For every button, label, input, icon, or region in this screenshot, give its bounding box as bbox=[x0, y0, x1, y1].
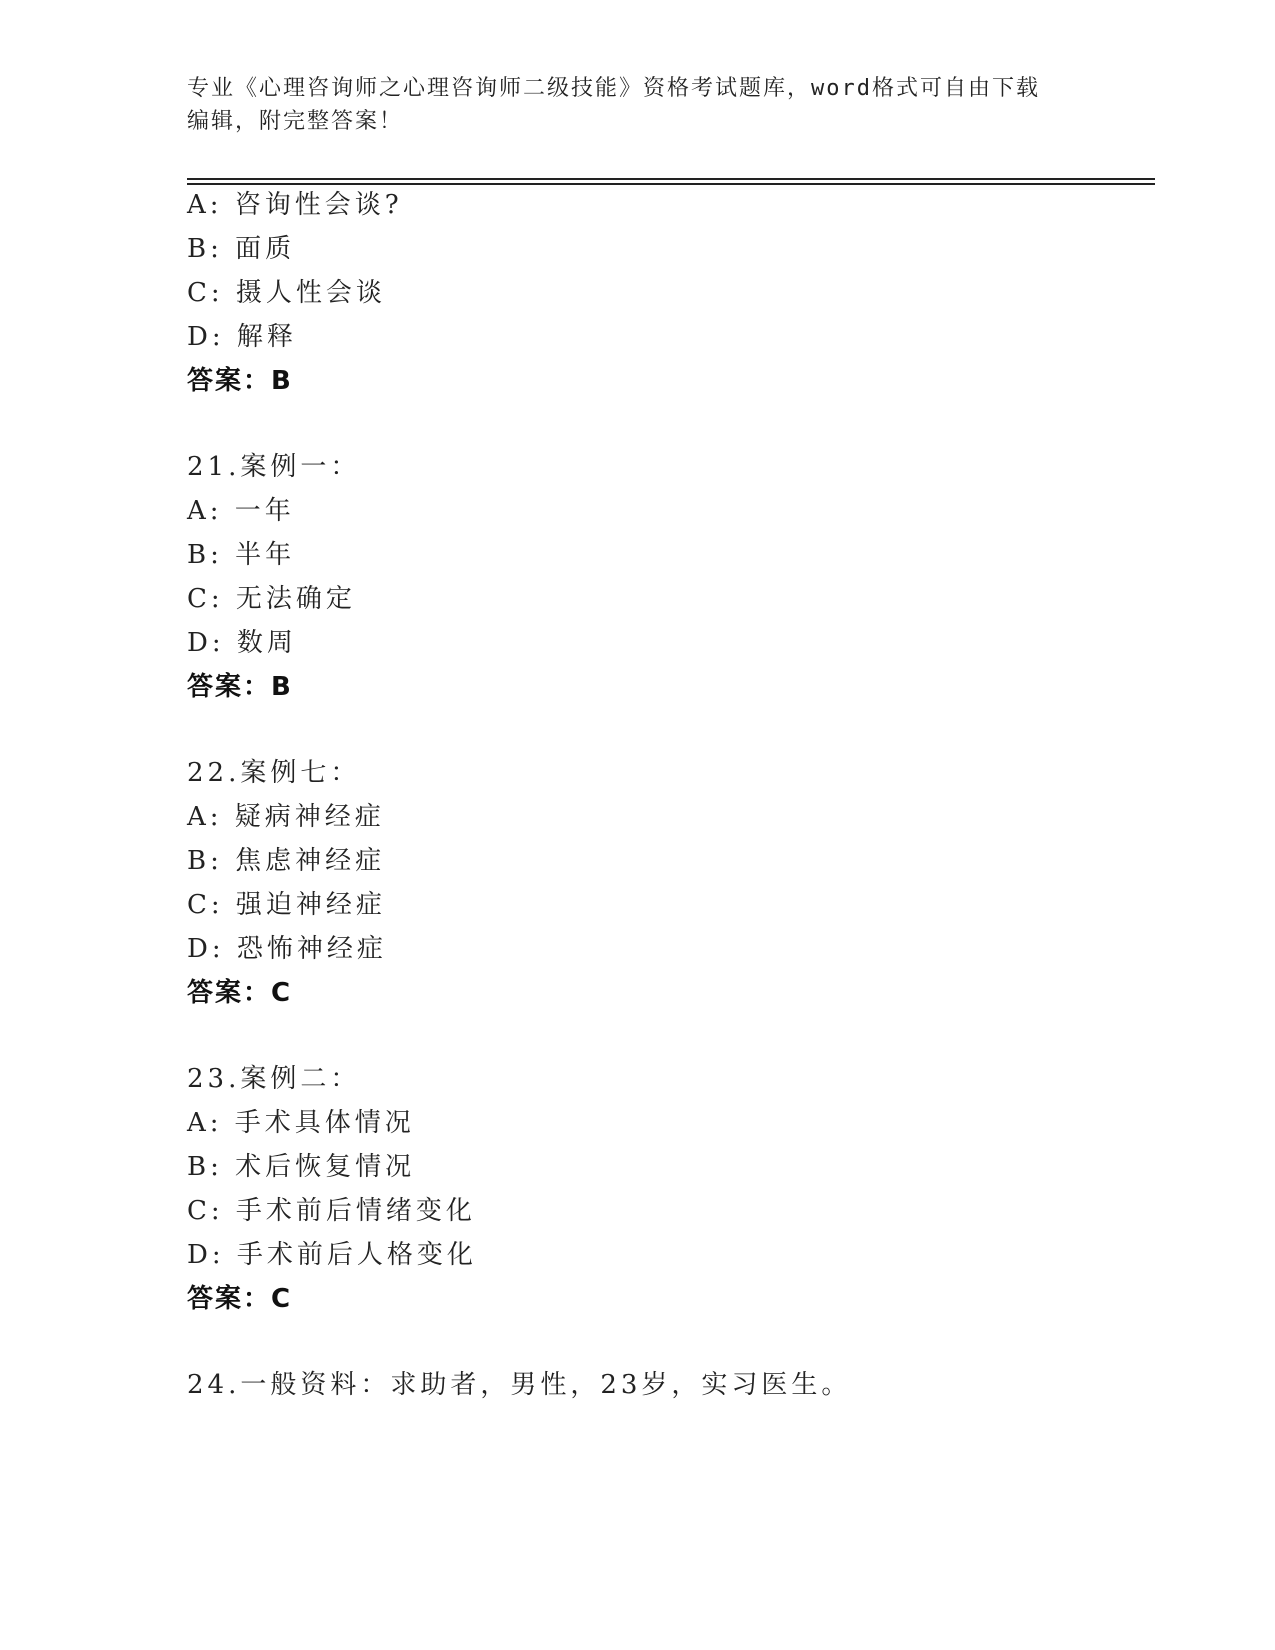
option-b: B: 面质 bbox=[187, 234, 296, 264]
answer-line: 答案：B bbox=[187, 366, 293, 396]
option-d: D: 手术前后人格变化 bbox=[187, 1240, 477, 1270]
option-c: C: 强迫神经症 bbox=[187, 890, 386, 920]
header-line-2: 编辑，附完整答案！ bbox=[187, 109, 404, 134]
header-rule-top bbox=[187, 178, 1155, 180]
option-c: C: 无法确定 bbox=[187, 584, 356, 614]
question-21: 21.案例一： bbox=[187, 452, 361, 482]
document-header bbox=[187, 72, 1087, 138]
option-d: D: 恐怖神经症 bbox=[187, 934, 387, 964]
option-d: D: 解释 bbox=[187, 322, 297, 352]
answer-line: 答案：B bbox=[187, 672, 293, 702]
option-b: B: 半年 bbox=[187, 540, 296, 570]
question-22: 22.案例七： bbox=[187, 758, 361, 788]
answer-line: 答案：C bbox=[187, 978, 293, 1008]
question-24: 24.一般资料：求助者，男性，23岁，实习医生。 bbox=[187, 1370, 852, 1400]
header-line-1: 专业《心理咨询师之心理咨询师二级技能》资格考试题库，word格式可自由下载 bbox=[187, 76, 1040, 101]
option-a: A: 咨询性会谈? bbox=[187, 190, 403, 220]
question-23: 23.案例二： bbox=[187, 1064, 361, 1094]
option-c: C: 手术前后情绪变化 bbox=[187, 1196, 476, 1226]
option-b: B: 焦虑神经症 bbox=[187, 846, 386, 876]
option-b: B: 术后恢复情况 bbox=[187, 1152, 416, 1182]
option-a: A: 疑病神经症 bbox=[187, 802, 385, 832]
option-d: D: 数周 bbox=[187, 628, 297, 658]
option-a: A: 一年 bbox=[187, 496, 295, 526]
header-rule-bottom bbox=[187, 183, 1155, 185]
option-a: A: 手术具体情况 bbox=[187, 1108, 415, 1138]
option-c: C: 摄人性会谈 bbox=[187, 278, 386, 308]
answer-line: 答案：C bbox=[187, 1284, 293, 1314]
